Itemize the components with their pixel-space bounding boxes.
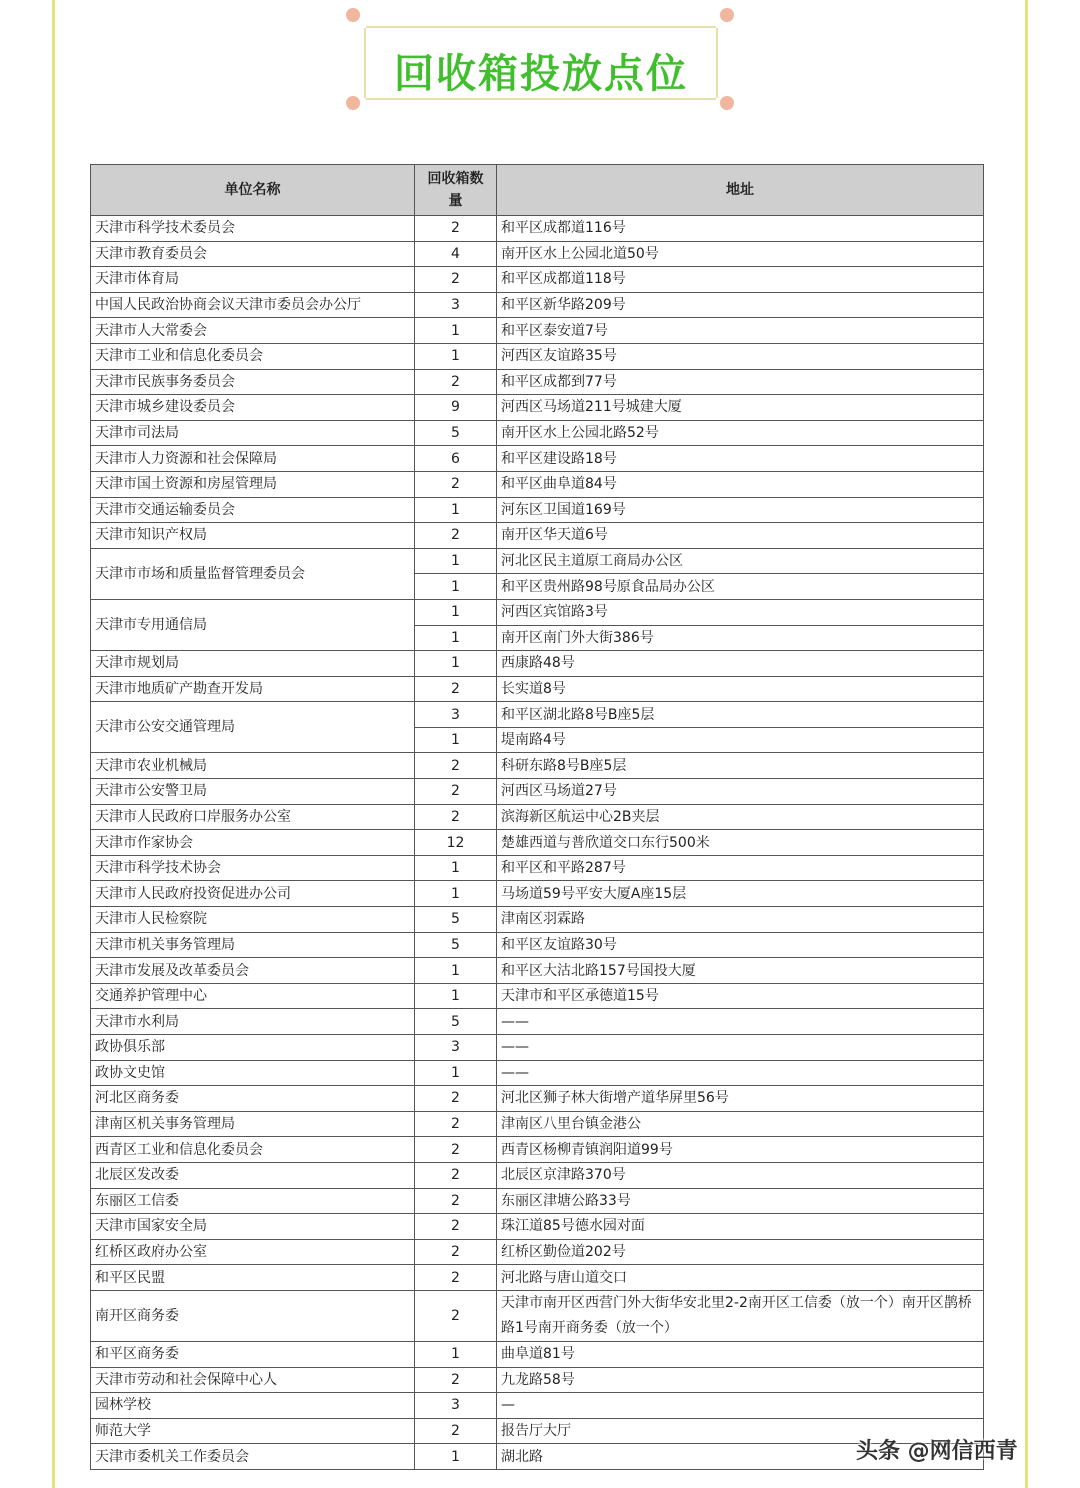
address-cell: 滨海新区航运中心2B夹层 xyxy=(497,804,984,830)
address-cell: 和平区新华路209号 xyxy=(497,292,984,318)
unit-name-cell: 天津市人力资源和社会保障局 xyxy=(91,446,415,472)
table-row xyxy=(91,958,984,984)
quantity-cell: 2 xyxy=(415,676,497,702)
table-header-row xyxy=(91,165,984,216)
title-frame xyxy=(352,14,730,110)
quantity-cell: 3 xyxy=(415,702,497,728)
address-cell: 津南区羽霖路 xyxy=(497,907,984,933)
address-cell: —— xyxy=(497,1060,984,1086)
table-row xyxy=(91,1086,984,1112)
address-cell: 河北区民主道原工商局办公区 xyxy=(497,548,984,574)
address-cell: 马场道59号平安大厦A座15层 xyxy=(497,881,984,907)
unit-name-cell: 南开区商务委 xyxy=(91,1290,415,1341)
table-row xyxy=(91,599,984,625)
unit-name-cell: 天津市人民检察院 xyxy=(91,907,415,933)
quantity-cell: 6 xyxy=(415,446,497,472)
unit-name-cell: 天津市市场和质量监督管理委员会 xyxy=(91,548,415,599)
table-row xyxy=(91,804,984,830)
unit-name-cell: 政协文史馆 xyxy=(91,1060,415,1086)
quantity-cell: 1 xyxy=(415,574,497,600)
address-cell: 和平区泰安道7号 xyxy=(497,318,984,344)
quantity-cell: 1 xyxy=(415,343,497,369)
unit-name-cell: 红桥区政府办公室 xyxy=(91,1239,415,1265)
unit-name-cell: 天津市科学技术委员会 xyxy=(91,216,415,242)
table-row xyxy=(91,1188,984,1214)
quantity-cell: 2 xyxy=(415,1111,497,1137)
table-row xyxy=(91,1035,984,1061)
table-row xyxy=(91,241,984,267)
table-row xyxy=(91,1393,984,1419)
table-row xyxy=(91,318,984,344)
address-cell: 和平区成都到77号 xyxy=(497,369,984,395)
quantity-cell: 2 xyxy=(415,1086,497,1112)
header-unit-name: 单位名称 xyxy=(91,165,415,216)
table-row xyxy=(91,1418,984,1444)
quantity-cell: 2 xyxy=(415,523,497,549)
unit-name-cell: 天津市公安交通管理局 xyxy=(91,702,415,753)
quantity-cell: 4 xyxy=(415,241,497,267)
address-cell: 东丽区津塘公路33号 xyxy=(497,1188,984,1214)
unit-name-cell: 交通养护管理中心 xyxy=(91,983,415,1009)
unit-name-cell: 天津市委机关工作委员会 xyxy=(91,1444,415,1470)
quantity-cell: 5 xyxy=(415,932,497,958)
address-cell: 报告厅大厅 xyxy=(497,1418,984,1444)
unit-name-cell: 中国人民政治协商会议天津市委员会办公厅 xyxy=(91,292,415,318)
address-cell: 河西区宾馆路3号 xyxy=(497,599,984,625)
address-cell: 天津市南开区西营门外大街华安北里2-2南开区工信委（放一个）南开区鹊桥路1号南开商务委（放一个） xyxy=(497,1290,984,1341)
unit-name-cell: 园林学校 xyxy=(91,1393,415,1419)
table-row xyxy=(91,881,984,907)
unit-name-cell: 天津市公安警卫局 xyxy=(91,779,415,805)
address-cell: 和平区大沽北路157号国投大厦 xyxy=(497,958,984,984)
unit-name-cell: 天津市人民政府口岸服务办公室 xyxy=(91,804,415,830)
quantity-cell: 1 xyxy=(415,1341,497,1367)
address-cell: —— xyxy=(497,1035,984,1061)
table-row xyxy=(91,216,984,242)
table-row xyxy=(91,932,984,958)
address-cell: 科研东路8号B座5层 xyxy=(497,753,984,779)
address-cell: 南开区水上公园北路52号 xyxy=(497,420,984,446)
address-cell: 南开区华天道6号 xyxy=(497,523,984,549)
quantity-cell: 5 xyxy=(415,420,497,446)
unit-name-cell: 政协俱乐部 xyxy=(91,1035,415,1061)
address-cell: 和平区建设路18号 xyxy=(497,446,984,472)
quantity-cell: 1 xyxy=(415,599,497,625)
quantity-cell: 1 xyxy=(415,727,497,753)
address-cell: 和平区友谊路30号 xyxy=(497,932,984,958)
address-cell: 西康路48号 xyxy=(497,651,984,677)
table-row xyxy=(91,420,984,446)
address-cell: 河北路与唐山道交口 xyxy=(497,1265,984,1291)
unit-name-cell: 天津市国家安全局 xyxy=(91,1214,415,1240)
quantity-cell: 1 xyxy=(415,881,497,907)
address-cell: 曲阜道81号 xyxy=(497,1341,984,1367)
table-row xyxy=(91,651,984,677)
address-cell: 楚雄西道与普欣道交口东行500米 xyxy=(497,830,984,856)
quantity-cell: 3 xyxy=(415,1393,497,1419)
table-row xyxy=(91,1214,984,1240)
unit-name-cell: 西青区工业和信息化委员会 xyxy=(91,1137,415,1163)
table-row xyxy=(91,983,984,1009)
table-row xyxy=(91,702,984,728)
unit-name-cell: 师范大学 xyxy=(91,1418,415,1444)
unit-name-cell: 天津市国土资源和房屋管理局 xyxy=(91,471,415,497)
table-row xyxy=(91,1111,984,1137)
table-row xyxy=(91,497,984,523)
unit-name-cell: 天津市地质矿产勘查开发局 xyxy=(91,676,415,702)
quantity-cell: 2 xyxy=(415,1137,497,1163)
unit-name-cell: 天津市民族事务委员会 xyxy=(91,369,415,395)
quantity-cell: 1 xyxy=(415,1444,497,1470)
unit-name-cell: 东丽区工信委 xyxy=(91,1188,415,1214)
recycle-box-table xyxy=(90,164,984,1470)
quantity-cell: 2 xyxy=(415,1188,497,1214)
address-cell: 和平区贵州路98号原食品局办公区 xyxy=(497,574,984,600)
address-cell: 河西区马场道211号城建大厦 xyxy=(497,395,984,421)
unit-name-cell: 天津市机关事务管理局 xyxy=(91,932,415,958)
unit-name-cell: 天津市交通运输委员会 xyxy=(91,497,415,523)
address-cell: 和平区湖北路8号B座5层 xyxy=(497,702,984,728)
page-border-right xyxy=(1025,0,1028,1488)
quantity-cell: 2 xyxy=(415,267,497,293)
unit-name-cell: 天津市科学技术协会 xyxy=(91,855,415,881)
address-cell: — xyxy=(497,1393,984,1419)
table-row xyxy=(91,753,984,779)
quantity-cell: 2 xyxy=(415,804,497,830)
unit-name-cell: 天津市规划局 xyxy=(91,651,415,677)
quantity-cell: 1 xyxy=(415,497,497,523)
header-quantity: 回收箱数量 xyxy=(415,165,497,216)
address-cell: 河北区狮子林大街增产道华屏里56号 xyxy=(497,1086,984,1112)
unit-name-cell: 天津市教育委员会 xyxy=(91,241,415,267)
address-cell: —— xyxy=(497,1009,984,1035)
unit-name-cell: 北辰区发改委 xyxy=(91,1162,415,1188)
quantity-cell: 2 xyxy=(415,1290,497,1341)
unit-name-cell: 天津市农业机械局 xyxy=(91,753,415,779)
quantity-cell: 2 xyxy=(415,753,497,779)
quantity-cell: 9 xyxy=(415,395,497,421)
quantity-cell: 3 xyxy=(415,292,497,318)
quantity-cell: 5 xyxy=(415,1009,497,1035)
table-row xyxy=(91,1265,984,1291)
quantity-cell: 2 xyxy=(415,1239,497,1265)
unit-name-cell: 天津市人民政府投资促进办公司 xyxy=(91,881,415,907)
table-row xyxy=(91,471,984,497)
table-row xyxy=(91,855,984,881)
quantity-cell: 2 xyxy=(415,1418,497,1444)
table-row xyxy=(91,1341,984,1367)
address-cell: 九龙路58号 xyxy=(497,1367,984,1393)
quantity-cell: 1 xyxy=(415,1060,497,1086)
address-cell: 南开区水上公园北道50号 xyxy=(497,241,984,267)
quantity-cell: 3 xyxy=(415,1035,497,1061)
address-cell: 河西区友谊路35号 xyxy=(497,343,984,369)
table-row xyxy=(91,676,984,702)
address-cell: 天津市和平区承德道15号 xyxy=(497,983,984,1009)
address-cell: 河东区卫国道169号 xyxy=(497,497,984,523)
table-row xyxy=(91,1162,984,1188)
unit-name-cell: 天津市发展及改革委员会 xyxy=(91,958,415,984)
quantity-cell: 1 xyxy=(415,625,497,651)
quantity-cell: 2 xyxy=(415,1214,497,1240)
quantity-cell: 1 xyxy=(415,548,497,574)
quantity-cell: 1 xyxy=(415,958,497,984)
quantity-cell: 2 xyxy=(415,1162,497,1188)
quantity-cell: 1 xyxy=(415,983,497,1009)
quantity-cell: 2 xyxy=(415,216,497,242)
table-row xyxy=(91,548,984,574)
unit-name-cell: 天津市体育局 xyxy=(91,267,415,293)
table-row xyxy=(91,779,984,805)
unit-name-cell: 和平区商务委 xyxy=(91,1341,415,1367)
address-cell: 堤南路4号 xyxy=(497,727,984,753)
address-cell: 湖北路 xyxy=(497,1444,984,1470)
address-cell: 南开区南门外大街386号 xyxy=(497,625,984,651)
table-row xyxy=(91,907,984,933)
watermark: 头条 @网信西青 xyxy=(856,1439,1018,1464)
address-cell: 和平区成都道116号 xyxy=(497,216,984,242)
quantity-cell: 2 xyxy=(415,471,497,497)
address-cell: 长实道8号 xyxy=(497,676,984,702)
page-border-left xyxy=(52,0,55,1488)
table-row xyxy=(91,343,984,369)
address-cell: 红桥区勤俭道202号 xyxy=(497,1239,984,1265)
table-body xyxy=(91,216,984,1470)
address-cell: 津南区八里台镇金港公 xyxy=(497,1111,984,1137)
unit-name-cell: 天津市司法局 xyxy=(91,420,415,446)
address-cell: 和平区成都道118号 xyxy=(497,267,984,293)
quantity-cell: 2 xyxy=(415,369,497,395)
unit-name-cell: 河北区商务委 xyxy=(91,1086,415,1112)
table-row xyxy=(91,1137,984,1163)
page-title: 回收箱投放点位 xyxy=(394,51,688,97)
table-row xyxy=(91,369,984,395)
table-row xyxy=(91,523,984,549)
address-cell: 河西区马场道27号 xyxy=(497,779,984,805)
unit-name-cell: 天津市工业和信息化委员会 xyxy=(91,343,415,369)
address-cell: 和平区和平路287号 xyxy=(497,855,984,881)
unit-name-cell: 天津市知识产权局 xyxy=(91,523,415,549)
unit-name-cell: 天津市劳动和社会保障中心人 xyxy=(91,1367,415,1393)
address-cell: 北辰区京津路370号 xyxy=(497,1162,984,1188)
table-row xyxy=(91,292,984,318)
unit-name-cell: 天津市作家协会 xyxy=(91,830,415,856)
unit-name-cell: 天津市人大常委会 xyxy=(91,318,415,344)
table-row xyxy=(91,267,984,293)
address-cell: 西青区杨柳青镇润阳道99号 xyxy=(497,1137,984,1163)
header-address: 地址 xyxy=(497,165,984,216)
unit-name-cell: 津南区机关事务管理局 xyxy=(91,1111,415,1137)
table-row xyxy=(91,1367,984,1393)
quantity-cell: 1 xyxy=(415,855,497,881)
table-row xyxy=(91,1444,984,1470)
quantity-cell: 2 xyxy=(415,1265,497,1291)
quantity-cell: 12 xyxy=(415,830,497,856)
unit-name-cell: 天津市专用通信局 xyxy=(91,599,415,650)
address-cell: 和平区曲阜道84号 xyxy=(497,471,984,497)
address-cell: 珠江道85号德水园对面 xyxy=(497,1214,984,1240)
unit-name-cell: 和平区民盟 xyxy=(91,1265,415,1291)
unit-name-cell: 天津市城乡建设委员会 xyxy=(91,395,415,421)
table-row xyxy=(91,830,984,856)
unit-name-cell: 天津市水利局 xyxy=(91,1009,415,1035)
table-row xyxy=(91,1060,984,1086)
quantity-cell: 1 xyxy=(415,318,497,344)
quantity-cell: 2 xyxy=(415,779,497,805)
quantity-cell: 2 xyxy=(415,1367,497,1393)
table-row xyxy=(91,1009,984,1035)
table-row xyxy=(91,446,984,472)
table-row xyxy=(91,395,984,421)
table-row xyxy=(91,1290,984,1341)
table-row xyxy=(91,1239,984,1265)
quantity-cell: 1 xyxy=(415,651,497,677)
quantity-cell: 5 xyxy=(415,907,497,933)
